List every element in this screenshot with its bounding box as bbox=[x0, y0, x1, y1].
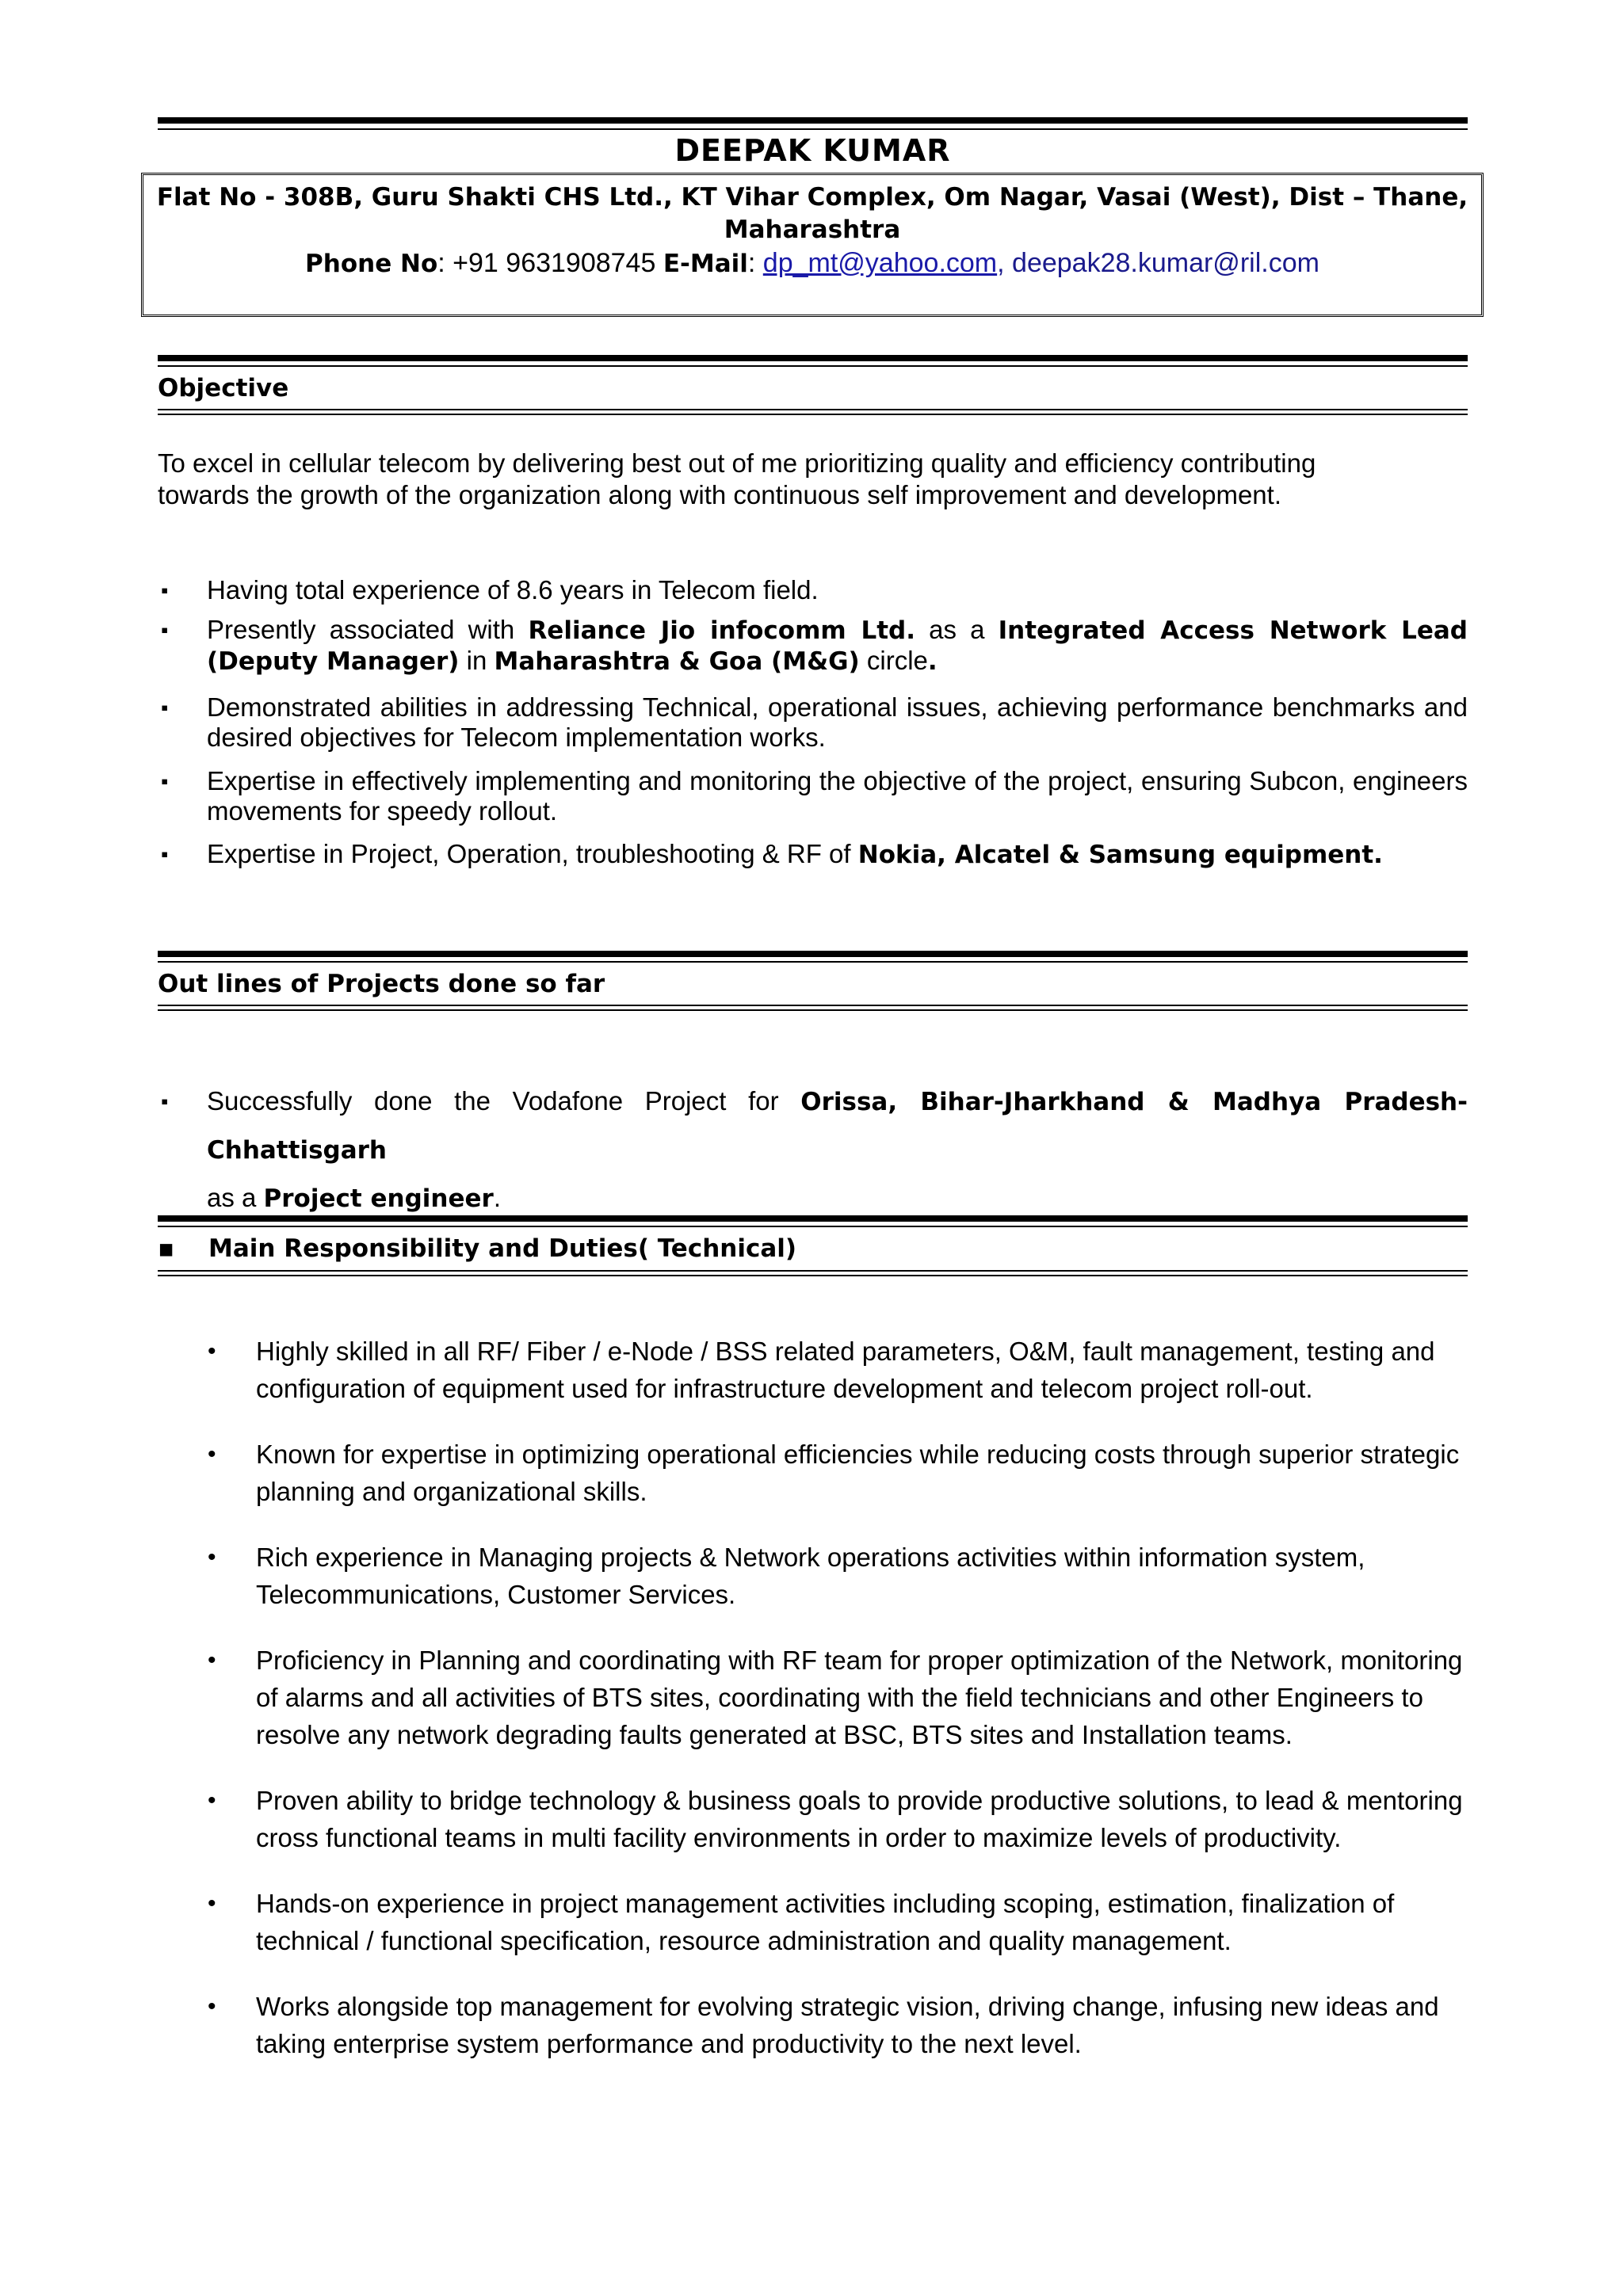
square-bullet-icon: ▪ bbox=[161, 769, 169, 793]
square-bullet-icon: ▪ bbox=[161, 578, 169, 602]
employer-name: Reliance Jio infocomm Ltd. bbox=[528, 616, 916, 645]
summary-text: as a bbox=[915, 615, 999, 644]
list-item bbox=[208, 1333, 1468, 1407]
list-item bbox=[208, 1885, 1468, 1959]
duty-text: Known for expertise in optimizing operational efficiencies while reducing costs through superior strategic planning and organizational skills. bbox=[256, 1440, 1460, 1506]
project-text: . bbox=[493, 1183, 501, 1212]
projects-rule-top-thin bbox=[158, 961, 1468, 963]
address-line-1: Flat No - 308B, Guru Shakti CHS Ltd., KT Vihar Complex, Om Nagar, Vasai (West), Dist – Thane, bbox=[156, 183, 1468, 212]
objective-text bbox=[158, 448, 1468, 511]
section-title-duties bbox=[158, 1234, 796, 1263]
duty-text: Proven ability to bridge technology & business goals to provide productive solutions, to lead & mentoring cross functional teams in multi facility environments in order to maximize levels of productivity. bbox=[256, 1786, 1463, 1852]
email-link-yahoo[interactable]: dp_mt@yahoo.com bbox=[762, 248, 998, 278]
header-rule-thick bbox=[158, 117, 1468, 124]
objective-rule-bottom-2 bbox=[158, 414, 1468, 415]
objective-line-1: To excel in cellular telecom by delivering best out of me prioritizing quality and efficiency contributing bbox=[158, 448, 1316, 478]
summary-text: . bbox=[927, 647, 938, 676]
list-item bbox=[208, 1539, 1468, 1613]
email-label: E-Mail bbox=[663, 250, 748, 278]
list-item bbox=[158, 839, 1468, 870]
summary-text: Expertise in Project, Operation, troubleshooting & RF of bbox=[207, 839, 858, 868]
project-role: Project engineer bbox=[263, 1184, 494, 1213]
circle-name: Maharashtra & Goa (M&G) bbox=[494, 647, 860, 676]
duties-title-text: Main Responsibility and Duties( Technical) bbox=[208, 1234, 797, 1263]
objective-rule-top bbox=[158, 355, 1468, 361]
contact-box bbox=[141, 173, 1484, 317]
contact-line bbox=[143, 248, 1481, 279]
square-bullet-icon: ▪ bbox=[161, 1089, 169, 1113]
duty-text: Highly skilled in all RF/ Fiber / e-Node / BSS related parameters, O&M, fault management, testing and configuration of equipment used for infrastructure development and telecom project roll-out. bbox=[256, 1337, 1435, 1403]
bullet-dot-icon: • bbox=[208, 1787, 216, 1814]
summary-text: Demonstrated abilities in addressing Technical, operational issues, achieving performance benchmarks and desired objectives for Telecom implementation works. bbox=[207, 692, 1468, 752]
duty-text: Works alongside top management for evolving strategic vision, driving change, infusing new ideas and taking enterprise system performance and productivity to the next level. bbox=[256, 1992, 1439, 2058]
list-item bbox=[158, 575, 1468, 605]
square-bullet-icon: ▪ bbox=[158, 1234, 175, 1263]
projects-rule-bottom-2 bbox=[158, 1009, 1468, 1011]
duty-text: Hands-on experience in project management activities including scoping, estimation, finalization of technical / functional specification, resource administration and quality management. bbox=[256, 1889, 1395, 1955]
header-rule-thin bbox=[158, 128, 1468, 130]
project-regions: Orissa, Bihar-Jharkhand & Madhya Pradesh-Chhattisgarh bbox=[207, 1088, 1468, 1165]
list-item bbox=[158, 615, 1468, 677]
email-ril: deepak28.kumar@ril.com bbox=[1012, 248, 1319, 278]
objective-line-2: towards the growth of the organization along with continuous self improvement and development. bbox=[158, 480, 1282, 509]
list-item bbox=[208, 1436, 1468, 1510]
list-item bbox=[208, 1642, 1468, 1753]
objective-rule-bottom bbox=[158, 409, 1468, 410]
duties-rule-bottom-2 bbox=[158, 1275, 1468, 1276]
summary-text: in bbox=[459, 646, 495, 675]
list-item bbox=[208, 1782, 1468, 1856]
candidate-name: DEEPAK KUMAR bbox=[674, 133, 951, 168]
duty-text: Rich experience in Managing projects & Network operations activities within information system, Telecommunications, Customer Services. bbox=[256, 1543, 1365, 1609]
square-bullet-icon: ▪ bbox=[161, 696, 169, 719]
project-text: as a bbox=[207, 1183, 264, 1212]
summary-text: Presently associated with bbox=[207, 615, 529, 644]
duties-rule-top bbox=[158, 1215, 1468, 1222]
bullet-dot-icon: • bbox=[208, 1338, 216, 1364]
list-item bbox=[158, 766, 1468, 826]
email-separator: : bbox=[747, 248, 763, 278]
email-comma: , bbox=[997, 248, 1013, 278]
project-text: Successfully done the Vodafone Project for bbox=[207, 1086, 801, 1116]
square-bullet-icon: ▪ bbox=[161, 618, 169, 642]
projects-rule-top bbox=[158, 951, 1468, 957]
phone-value: : +91 9631908745 bbox=[437, 248, 663, 278]
bullet-dot-icon: • bbox=[208, 1647, 216, 1673]
list-item bbox=[158, 692, 1468, 753]
duty-text: Proficiency in Planning and coordinating with RF team for proper optimization of the Network, monitoring of alarms and all activities of BTS sites, coordinating with the field technicians and other Engineers to resolve any network degrading faults generated at BSC, BTS sites and Installation teams. bbox=[256, 1646, 1463, 1749]
list-item bbox=[158, 1077, 1468, 1222]
square-bullet-icon: ▪ bbox=[161, 842, 169, 866]
projects-rule-bottom bbox=[158, 1005, 1468, 1006]
equipment-vendors: Nokia, Alcatel & Samsung equipment. bbox=[857, 841, 1383, 869]
bullet-dot-icon: • bbox=[208, 1890, 216, 1917]
duties-rule-bottom bbox=[158, 1270, 1468, 1272]
bullet-dot-icon: • bbox=[208, 1993, 216, 2019]
address-line-2: Maharashtra bbox=[724, 215, 901, 244]
objective-rule-top-thin bbox=[158, 365, 1468, 367]
bullet-dot-icon: • bbox=[208, 1544, 216, 1570]
section-title-objective: Objective bbox=[158, 374, 289, 402]
summary-text: circle bbox=[859, 646, 928, 675]
duties-rule-top-thin bbox=[158, 1226, 1468, 1227]
bullet-dot-icon: • bbox=[208, 1441, 216, 1467]
section-title-projects: Out lines of Projects done so far bbox=[158, 970, 605, 998]
list-item bbox=[208, 1988, 1468, 2062]
summary-text: Having total experience of 8.6 years in Telecom field. bbox=[207, 575, 819, 605]
duties-list bbox=[208, 1333, 1468, 2091]
summary-text: Expertise in effectively implementing and monitoring the objective of the project, ensuring Subcon, engineers movements for speedy rollout. bbox=[207, 766, 1468, 826]
job-title: Integrated Access Network Lead (Deputy Manager) bbox=[207, 616, 1468, 676]
phone-label: Phone No bbox=[305, 250, 438, 278]
